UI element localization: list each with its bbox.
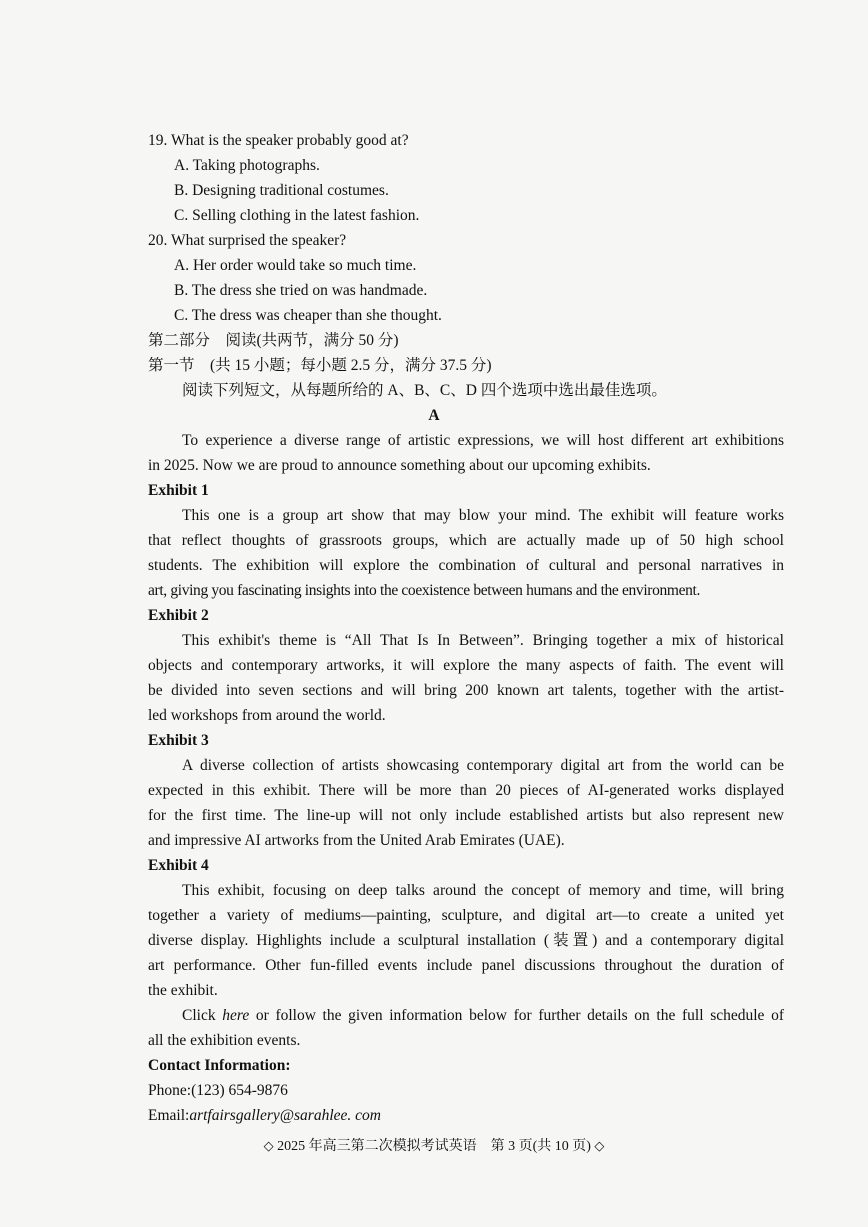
- question-number: 19.: [148, 132, 168, 149]
- email-label: Email:: [148, 1107, 190, 1124]
- question-19-option-c: C. Selling clothing in the latest fashion.: [174, 207, 420, 224]
- section-2-part-1-header: 第一节 (共 15 小题；每小题 2.5 分，满分 37.5 分): [148, 357, 492, 374]
- contact-email: [148, 1106, 381, 1126]
- page-footer: [0, 1136, 868, 1157]
- here-link[interactable]: here: [222, 1007, 250, 1024]
- question-20-stem: [148, 231, 346, 251]
- click-here-line: all the exhibition events.: [148, 1032, 301, 1049]
- section-2-header: 第二部分 阅读(共两节，满分 50 分): [148, 332, 399, 349]
- exhibit-4-line: This exhibit, focusing on deep talks around the concept of memory and time, will bring: [182, 882, 784, 899]
- exhibit-4-line: diverse display. Highlights include a sculptural installation (装置) and a contemporary digital: [148, 932, 784, 949]
- exhibit-1-title: Exhibit 1: [148, 482, 209, 499]
- phone-label: Phone:: [148, 1082, 192, 1099]
- question-19-option-a: A. Taking photographs.: [174, 157, 320, 174]
- question-20-option-a: A. Her order would take so much time.: [174, 257, 417, 274]
- intro-line: in 2025. Now we are proud to announce something about our upcoming exhibits.: [148, 457, 651, 474]
- exhibit-1-line: that reflect thoughts of grassroots groups, which are actually made up of 50 high school: [148, 532, 784, 549]
- exhibit-3-line: and impressive AI artworks from the United Arab Emirates (UAE).: [148, 832, 565, 849]
- click-here-line: Click here or follow the given information below for further details on the full schedule of: [182, 1007, 784, 1024]
- footer-text: 2025 年高三第二次模拟考试英语 第 3 页(共 10 页): [277, 1139, 591, 1154]
- exhibit-3-line: for the first time. The line-up will not only include established artists but also represent new: [148, 807, 784, 824]
- exhibit-2-line: objects and contemporary artworks, it will explore the many aspects of faith. The event will: [148, 657, 784, 674]
- exhibit-2-line: This exhibit's theme is “All That Is In Between”. Bringing together a mix of historical: [182, 632, 784, 649]
- exhibit-2-line: led workshops from around the world.: [148, 707, 386, 724]
- question-19-stem: [148, 131, 409, 151]
- exhibit-1-line: art, giving you fascinating insights into the coexistence between humans and the environment.: [148, 582, 701, 599]
- question-text: What surprised the speaker?: [170, 232, 347, 249]
- diamond-icon: ◇: [263, 1138, 274, 1153]
- question-text: What is the speaker probably good at?: [170, 132, 409, 149]
- contact-phone: [148, 1081, 288, 1101]
- exhibit-4-line: together a variety of mediums—painting, sculpture, and digital art—to create a united yet: [148, 907, 784, 924]
- exhibit-1-line: students. The exhibition will explore the combination of cultural and personal narratives in: [148, 557, 784, 574]
- email-address: artfairsgallery@sarahlee. com: [189, 1107, 381, 1124]
- question-20-option-b: B. The dress she tried on was handmade.: [174, 282, 428, 299]
- question-19-option-b: B. Designing traditional costumes.: [174, 182, 389, 199]
- reading-instruction: 阅读下列短文，从每题所给的 A、B、C、D 四个选项中选出最佳选项。: [182, 382, 667, 399]
- exhibit-4-title: Exhibit 4: [148, 857, 209, 874]
- intro-line: To experience a diverse range of artistic expressions, we will host different art exhibitions: [182, 432, 784, 449]
- diamond-icon: ◇: [594, 1138, 605, 1153]
- exhibit-1-line: This one is a group art show that may blow your mind. The exhibit will feature works: [182, 507, 784, 524]
- exhibit-3-line: expected in this exhibit. There will be more than 20 pieces of AI-generated works displayed: [148, 782, 784, 799]
- contact-title: Contact Information:: [148, 1057, 291, 1074]
- passage-letter: A: [428, 407, 440, 424]
- question-20-option-c: C. The dress was cheaper than she thought.: [174, 307, 442, 324]
- exhibit-4-line: art performance. Other fun-filled events include panel discussions throughout the duration of: [148, 957, 784, 974]
- question-number: 20.: [148, 232, 168, 249]
- exhibit-3-line: A diverse collection of artists showcasing contemporary digital art from the world can be: [182, 757, 784, 774]
- exhibit-2-title: Exhibit 2: [148, 607, 209, 624]
- exhibit-4-line: the exhibit.: [148, 982, 218, 999]
- exhibit-3-title: Exhibit 3: [148, 732, 209, 749]
- exhibit-2-line: be divided into seven sections and will bring 200 known art talents, together with the artist-: [148, 682, 784, 699]
- phone-number: (123) 654-9876: [191, 1082, 288, 1099]
